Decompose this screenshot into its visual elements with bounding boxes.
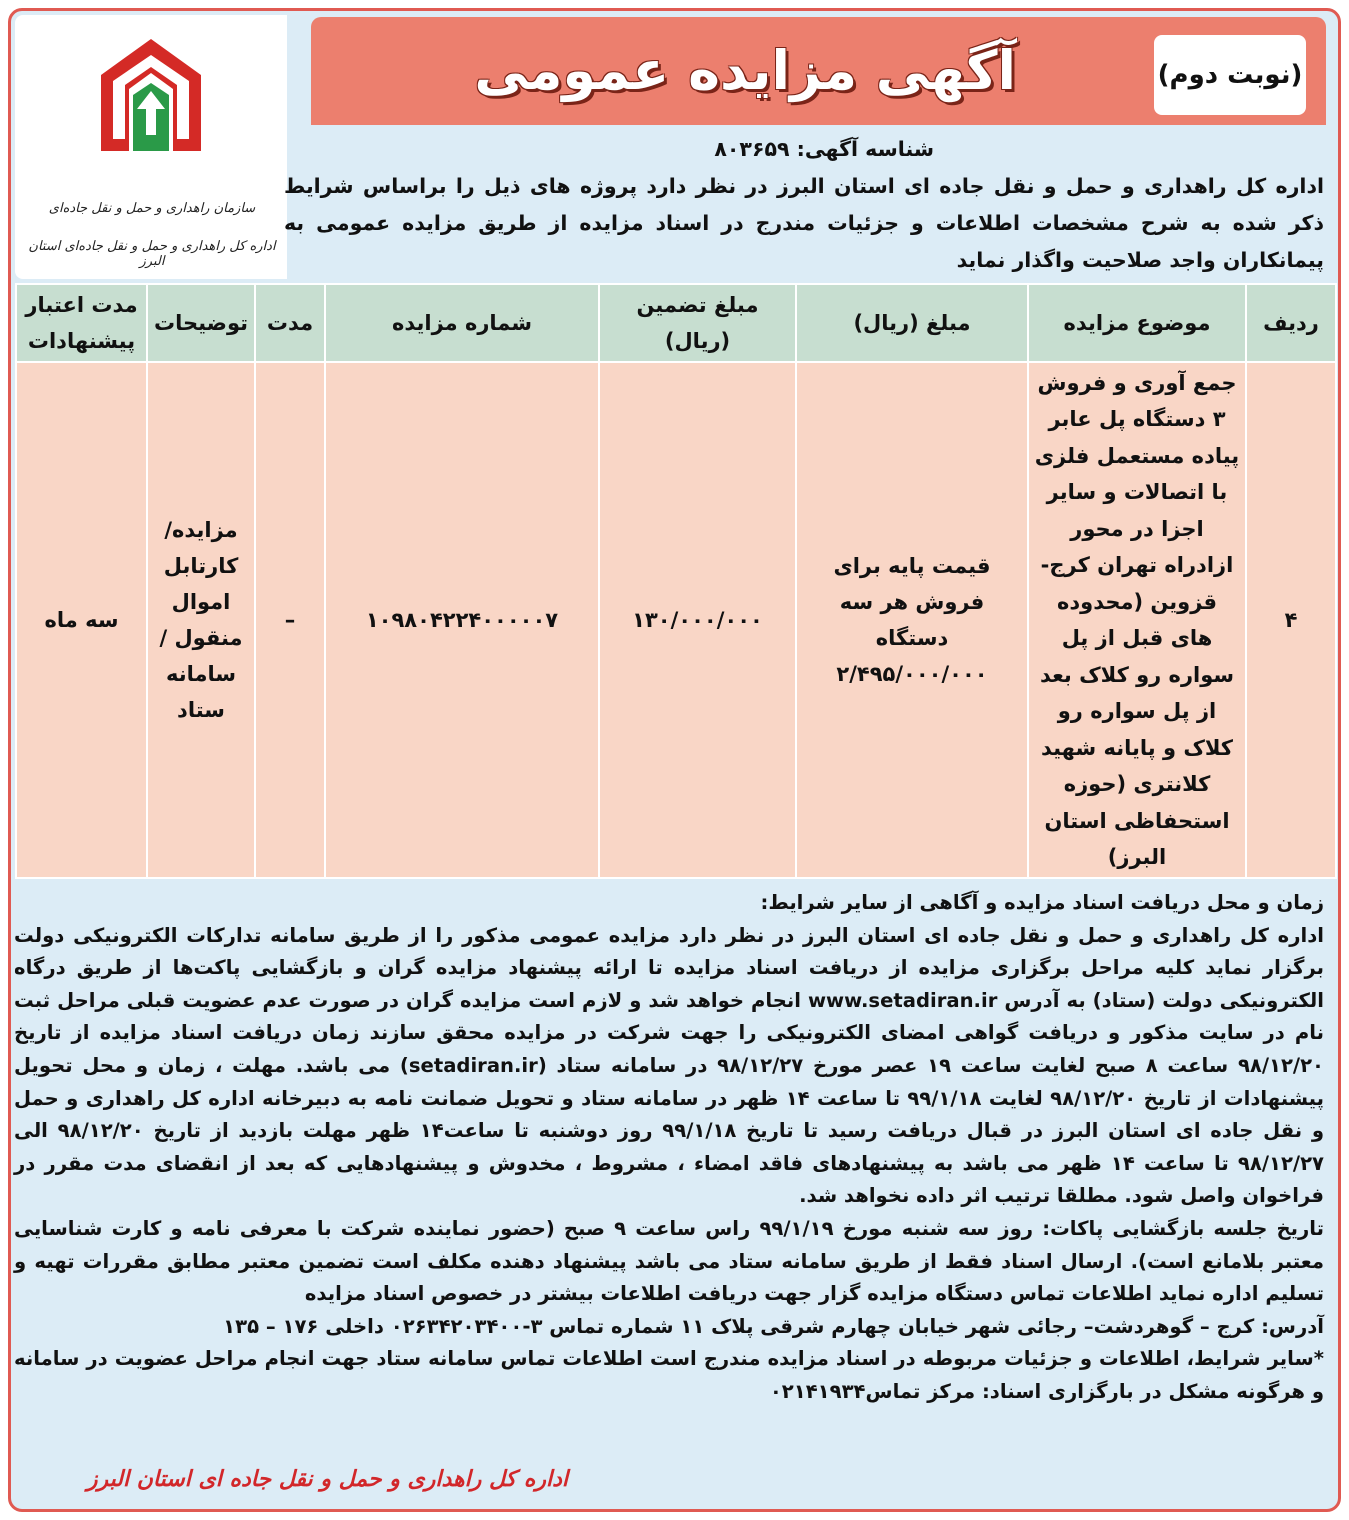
round-badge: (نوبت دوم) [1154, 35, 1306, 115]
header-validity: مدت اعتبار پیشنهادات [16, 284, 147, 362]
header-notes: توضیحات [147, 284, 255, 362]
title-bar [311, 17, 1326, 125]
table-header-row [16, 284, 1336, 362]
header-guarantee: مبلغ تضمین (ریال) [599, 284, 796, 362]
header-row-number: ردیف [1246, 284, 1336, 362]
signature: اداره کل راهداری و حمل و نقل جاده ای استان البرز [86, 1467, 568, 1492]
intro-section [284, 131, 1324, 279]
cell-guarantee: ۱۳۰/۰۰۰/۰۰۰ [599, 362, 796, 878]
header-subject: موضوع مزایده [1028, 284, 1246, 362]
rmto-logo-icon [93, 35, 209, 155]
cell-duration: – [255, 362, 325, 878]
auction-table [15, 283, 1337, 879]
logo-panel [15, 15, 287, 279]
header-amount: مبلغ (ریال) [796, 284, 1028, 362]
logo-org-name: سازمان راهداری و حمل و نقل جاده‌ای [48, 201, 256, 216]
cell-auction-number: ۱۰۹۸۰۴۲۲۴۰۰۰۰۰۷ [325, 362, 599, 878]
table-row [16, 362, 1336, 878]
cell-row-number: ۴ [1246, 362, 1336, 878]
cell-subject: جمع آوری و فروش ۳ دستگاه پل عابر پیاده مستعمل فلزی با اتصالات و سایر اجزا در محور ازادراه تهران کرج- قزوین (محدوده های قبل از پل سواره رو کلاک بعد از پل سواره رو کلاک و پایانه شهید کلانتری (حوزه استحفاظی استان البرز) [1028, 362, 1246, 878]
announcement-frame [8, 8, 1341, 1512]
header-auction-number: شماره مزایده [325, 284, 599, 362]
conditions-section [14, 887, 1324, 1409]
logo-dept-name: اداره کل راهداری و حمل و نقل جاده‌ای استان البرز [28, 239, 276, 269]
other-conditions-paragraph: *سایر شرایط، اطلاعات و جزئیات مربوطه در اسناد مزایده مندرج است اطلاعات تماس سامانه ستاد جهت انجام مراحل عضویت در سامانه و هرگونه مشکل در بارگزاری اسناد: مرکز تماس۰۲۱۴۱۹۳۴ [14, 1347, 1324, 1403]
cell-validity: سه ماه [16, 362, 147, 878]
page-title: آگهی مزایده عمومی [474, 39, 1016, 102]
cell-notes: مزایده/ کارتابل اموال منقول / سامانه ستاد [147, 362, 255, 878]
header-duration: مدت [255, 284, 325, 362]
conditions-paragraph-2: تاریخ جلسه بازگشایی پاکات: روز سه شنبه مورخ ۹۹/۱/۱۹ راس ساعت ۹ صبح (حضور نماینده شرکت با معرفی نامه و کارت شناسایی معتبر بلامانع است). ارسال اسناد فقط از طریق سامانه ستاد می باشد پیشنهاد دهنده مکلف است تضمین معتبر مطابق مقررات تهیه و تسلیم اداره نماید اطلاعات تماس دستگاه مزایده گزار جهت دریافت اطلاعات بیشتر در خصوص اسناد مزایده [14, 1216, 1325, 1306]
ad-id: شناسه آگهی: ۸۰۳۶۵۹ [714, 137, 934, 161]
conditions-paragraph-1: اداره کل راهداری و حمل و نقل جاده ای استان البرز در نظر دارد مزایده عمومی مذکور را از طریق سامانه تدارکات الکترونیکی دولت برگزار نماید کلیه مراحل برگزاری مزایده از دریافت اسناد مزایده تا ارائه پیشنهاد مزایده گران و بازگشایی پاکت‌ها از طریق درگاه الکترونیکی دولت (ستاد) به آدرس www.setadiran.ir انجام خواهد شد و لازم است مزایده گران در صورت عدم عضویت قبلی مراحل ثبت نام در سایت مذکور و دریافت گواهی امضای الکترونیکی را جهت شرکت در مزایده محقق سازند زمان دریافت اسناد مزایده از تاریخ ۹۸/۱۲/۲۰ ساعت ۸ صبح لغایت ساعت ۱۹ عصر مورخ ۹۸/۱۲/۲۷ در سامانه ستاد (setadiran.ir) می باشد. مهلت ، زمان و محل تحویل پیشنهادات از تاریخ ۹۸/۱۲/۲۰ لغایت ۹۹/۱/۱۸ تا ساعت ۱۴ ظهر در سامانه ستاد و تحویل ضمانت نامه به دبیرخانه اداره کل راهداری و حمل و نقل جاده ای استان البرز در قبال دریافت رسید تا تاریخ ۹۹/۱/۱۸ روز دوشنبه تا ساعت۱۴ ظهر مهلت بازدید از تاریخ ۹۸/۱۲/۲۰ الی ۹۸/۱۲/۲۷ تا ساعت ۱۴ ظهر می باشد به پیشنهادهای فاقد امضاء ، مشروط ، مخدوش و پیشنهادهایی که بعد از انقضای مدت مقرر در فراخوان واصل شود. مطلقا ترتیب اثر داده نخواهد شد. [14, 923, 1325, 1208]
intro-text: اداره کل راهداری و حمل و نقل جاده ای استان البرز در نظر دارد پروژه های ذیل را براساس شرایط ذکر شده به شرح مشخصات اطلاعات و جزئیات مندرج در اسناد مزایده از طریق مزایده عمومی به پیمانکاران واجد صلاحیت واگذار نماید [284, 174, 1324, 272]
conditions-heading: زمان و محل دریافت اسناد مزایده و آگاهی از سایر شرایط: [760, 891, 1324, 914]
address-paragraph: آدرس: کرج – گوهردشت– رجائی شهر خیابان چهارم شرقی پلاک ۱۱ شماره تماس ۳-۰۲۶۳۴۲۰۳۴۰۰ داخلی ۱۷۶ – ۱۳۵ [223, 1314, 1324, 1338]
cell-amount: قیمت پایه برای فروش هر سه دستگاه ۲/۴۹۵/۰۰۰/۰۰۰ [796, 362, 1028, 878]
